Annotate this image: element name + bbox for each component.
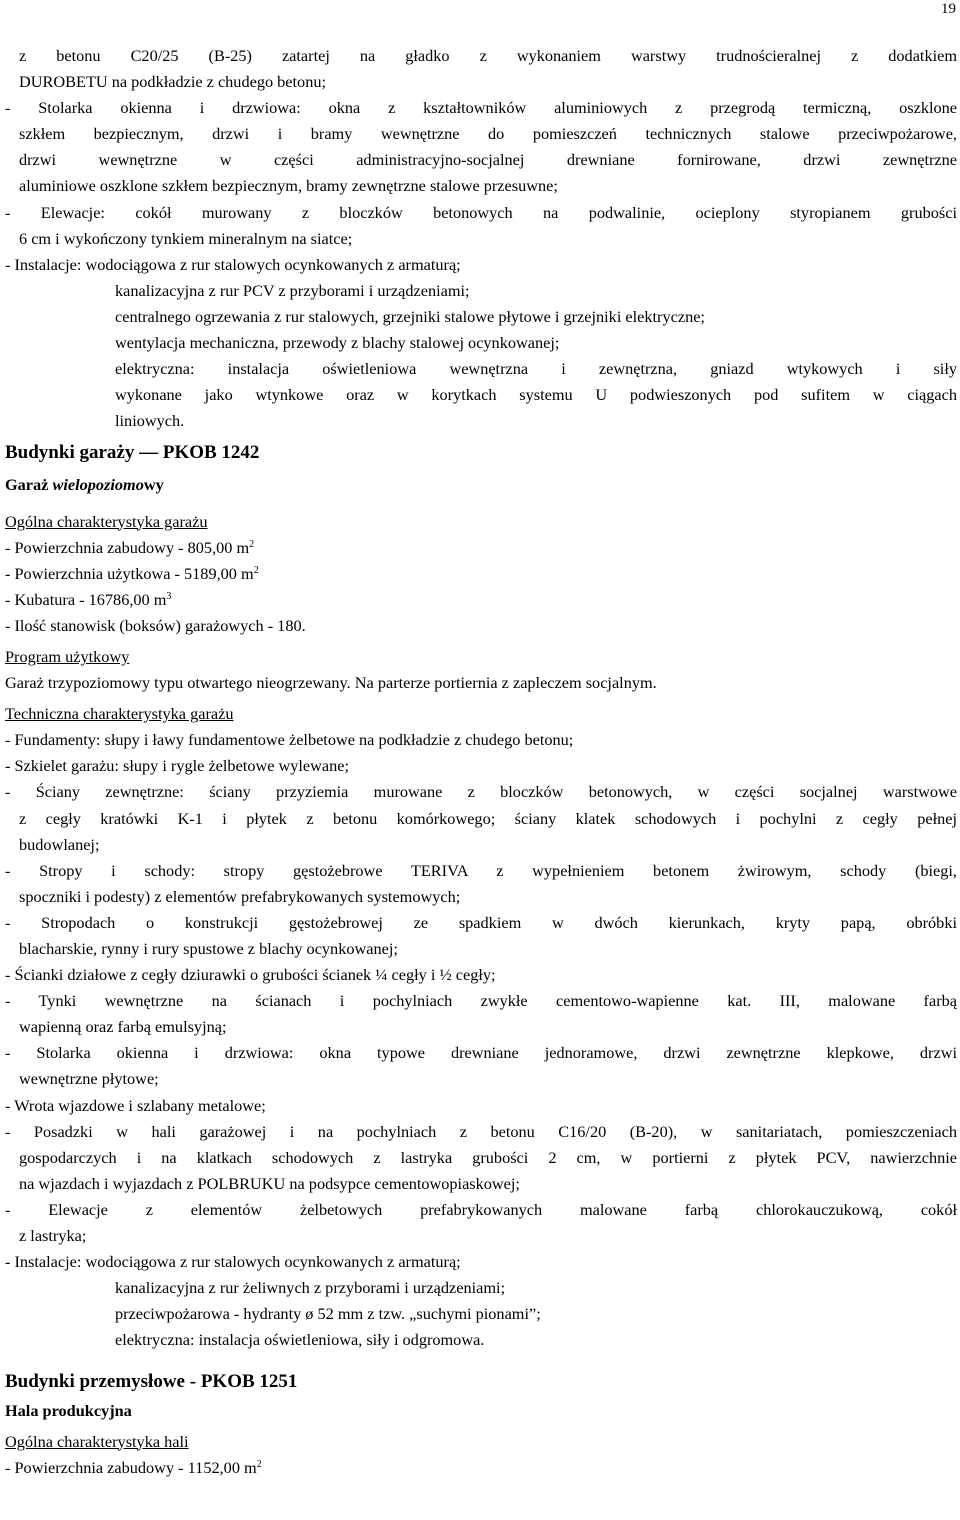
subheading-hall: Hala produkcyjna <box>5 1400 132 1420</box>
instalacje-item <box>5 252 957 435</box>
section-heading-industrial: Budynki przemysłowe - PKOB 1251 <box>5 1370 298 1392</box>
text-line: wentylacja mechaniczna, przewody z blachy stalowej ocynkowanej; <box>115 333 560 353</box>
tech-item <box>5 1093 957 1119</box>
text-line: wewnętrzne płytowe; <box>19 1069 159 1089</box>
elewacje-item <box>5 200 957 252</box>
tech-item <box>5 1040 957 1092</box>
text-line: 6 cm i wykończony tynkiem mineralnym na siatce; <box>19 228 353 248</box>
stat-line: - Ilość stanowisk (boksów) garażowych - 180. <box>5 615 306 635</box>
page-number: 19 <box>941 1 956 17</box>
text-line: na wjazdach i wyjazdach z POLBRUKU na podsypce cementowopiaskowej; <box>19 1173 520 1193</box>
tech-item <box>5 962 957 988</box>
text-line: drzwi wewnętrzne w części administracyjno-socjalnej drewniane fornirowane, drzwi zewnętrzne <box>19 150 957 170</box>
tech-item <box>5 988 957 1040</box>
tech-item <box>5 753 957 779</box>
text-line: - Instalacje: wodociągowa z rur stalowych ocynkowanych z armaturą; <box>5 1252 461 1272</box>
text-line: - Stropodach o konstrukcji gęstożebrowej ze spadkiem w dwóch kierunkach, kryty papą, obróbki <box>5 912 957 932</box>
text-line: z cegły kratówki K-1 i płytek z betonu komórkowego; ściany klatek schodowych i pochylni z cegły pełnej <box>19 808 957 828</box>
text-line: blacharskie, rynny i rury spustowe z blachy ocynkowanej; <box>19 939 398 958</box>
text-line: - Posadzki w hali garażowej i na pochylniach z betonu C16/20 (B-20), w sanitariatach, pomieszczeniach <box>5 1121 957 1141</box>
text-line: - Tynki wewnętrzne na ścianach i pochylniach zwykłe cementowo-wapienne kat. III, malowane farbą <box>5 991 957 1011</box>
tech-item <box>5 727 957 753</box>
text-line: wapienną oraz farbą emulsyjną; <box>19 1017 227 1037</box>
tech-item <box>5 779 957 857</box>
intro-paragraph <box>5 43 957 95</box>
text-line: kanalizacyjna z rur PCV z przyborami i urządzeniami; <box>115 280 470 300</box>
text-line: DUROBETU na podkładzie z chudego betonu; <box>19 72 327 92</box>
text-line: - Stropy i schody: stropy gęstożebrowe TERIVA z wypełnieniem betonem żwirowym, schody (biegi, <box>5 860 957 880</box>
text-line: - Ścianki działowe z cegły dziurawki o grubości ścianek ¼ cegły i ½ cegły; <box>5 965 496 985</box>
text-line: z betonu C20/25 (B-25) zatartej na gładko z wykonaniem warstwy trudnościeralnej z dodatkiem <box>19 46 957 65</box>
technical-list <box>5 727 957 1249</box>
text-line: - Stolarka okienna i drzwiowa: okna z kształtowników aluminiowych z przegrodą termiczną, oszklone <box>5 98 957 118</box>
text-line: - Elewacje z elementów żelbetowych prefabrykowanych malowane farbą chlorokauczukową, cokół <box>5 1199 957 1219</box>
text-line: centralnego ogrzewania z rur stalowych, grzejniki stalowe płytowe i grzejniki elektryczne; <box>115 306 705 326</box>
stolarka-item <box>5 95 957 199</box>
text-line: - Instalacje: wodociągowa z rur stalowych ocynkowanych z armaturą; <box>5 254 461 274</box>
tech-item <box>5 858 957 910</box>
tech-item <box>5 1197 957 1249</box>
tech-item <box>5 1119 957 1197</box>
text-line: - Elewacje: cokół murowany z bloczków betonowych na podwalinie, ocieplony styropianem grubości <box>5 202 957 222</box>
stat-line: - Powierzchnia zabudowy - 805,00 $m^2$ <box>5 537 255 557</box>
document-body <box>5 43 957 1481</box>
text-line: gospodarczych i na klatkach schodowych z lastryka grubości 2 cm, w portierni z płytek PCV, nawierzchnie <box>19 1147 957 1167</box>
text-line: budowlanej; <box>19 834 100 854</box>
stat-line: - Powierzchnia użytkowa - 5189,00 $m^2$ <box>5 563 259 583</box>
subheading-garage: Garaż wielopoziomowy <box>5 475 164 495</box>
stat-line: - Powierzchnia zabudowy - 1152,00 $m^2$ <box>5 1457 262 1477</box>
text-line: liniowych. <box>115 411 185 431</box>
tech-item <box>5 910 957 962</box>
garage-instalacje-item <box>5 1249 957 1353</box>
text-line: - Ściany zewnętrzne: ściany przyziemia murowane z bloczków betonowych, w części socjalnej warstwowe <box>5 782 957 802</box>
section-heading-garages: Budynki garaży — PKOB 1242 <box>5 442 260 464</box>
text-line: szkłem bezpiecznym, drzwi i bramy wewnętrzne do pomieszczeń technicznych stalowe przeciwpożarowe, <box>19 124 957 144</box>
text-line: wykonane jako wtynkowe oraz w korytkach systemu U podwieszonych pod sufitem w ciągach <box>115 385 957 405</box>
hall-general-heading: Ogólna charakterystyka hali <box>5 1431 189 1451</box>
stat-line: - Kubatura - 16786,00 $m^3$ <box>5 589 172 609</box>
text-line: aluminiowe oszklone szkłem bezpiecznym, bramy zewnętrzne stalowe przesuwne; <box>19 176 558 196</box>
program-heading: Program użytkowy <box>5 646 130 666</box>
text-line: przeciwpożarowa - hydranty ø 52 mm z tzw. „suchymi pionami”; <box>115 1304 541 1324</box>
text-line: kanalizacyjna z rur żeliwnych z przyborami i urządzeniami; <box>115 1278 506 1298</box>
text-line: - Fundamenty: słupy i ławy fundamentowe żelbetowe na podkładzie z chudego betonu; <box>5 730 574 750</box>
text-line: - Stolarka okienna i drzwiowa: okna typowe drewniane jednoramowe, drzwi zewnętrzne klepkowe, drzwi <box>5 1043 957 1063</box>
text-line: - Szkielet garażu: słupy i rygle żelbetowe wylewane; <box>5 756 350 776</box>
text-line: elektryczna: instalacja oświetleniowa, siły i odgromowa. <box>115 1330 485 1350</box>
program-text: Garaż trzypoziomowy typu otwartego nieogrzewany. Na parterze portiernia z zapleczem socjalnym. <box>5 673 657 693</box>
technical-characteristics-heading: Techniczna charakterystyka garażu <box>5 704 234 724</box>
text-line: z lastryka; <box>19 1226 87 1246</box>
text-line: elektryczna: instalacja oświetleniowa wewnętrzna i zewnętrzna, gniazd wtykowych i siły <box>115 359 957 379</box>
text-line: spoczniki i podesty) z elementów prefabrykowanych systemowych; <box>19 886 461 906</box>
general-characteristics-heading: Ogólna charakterystyka garażu <box>5 511 208 531</box>
text-line: - Wrota wjazdowe i szlabany metalowe; <box>5 1095 266 1115</box>
